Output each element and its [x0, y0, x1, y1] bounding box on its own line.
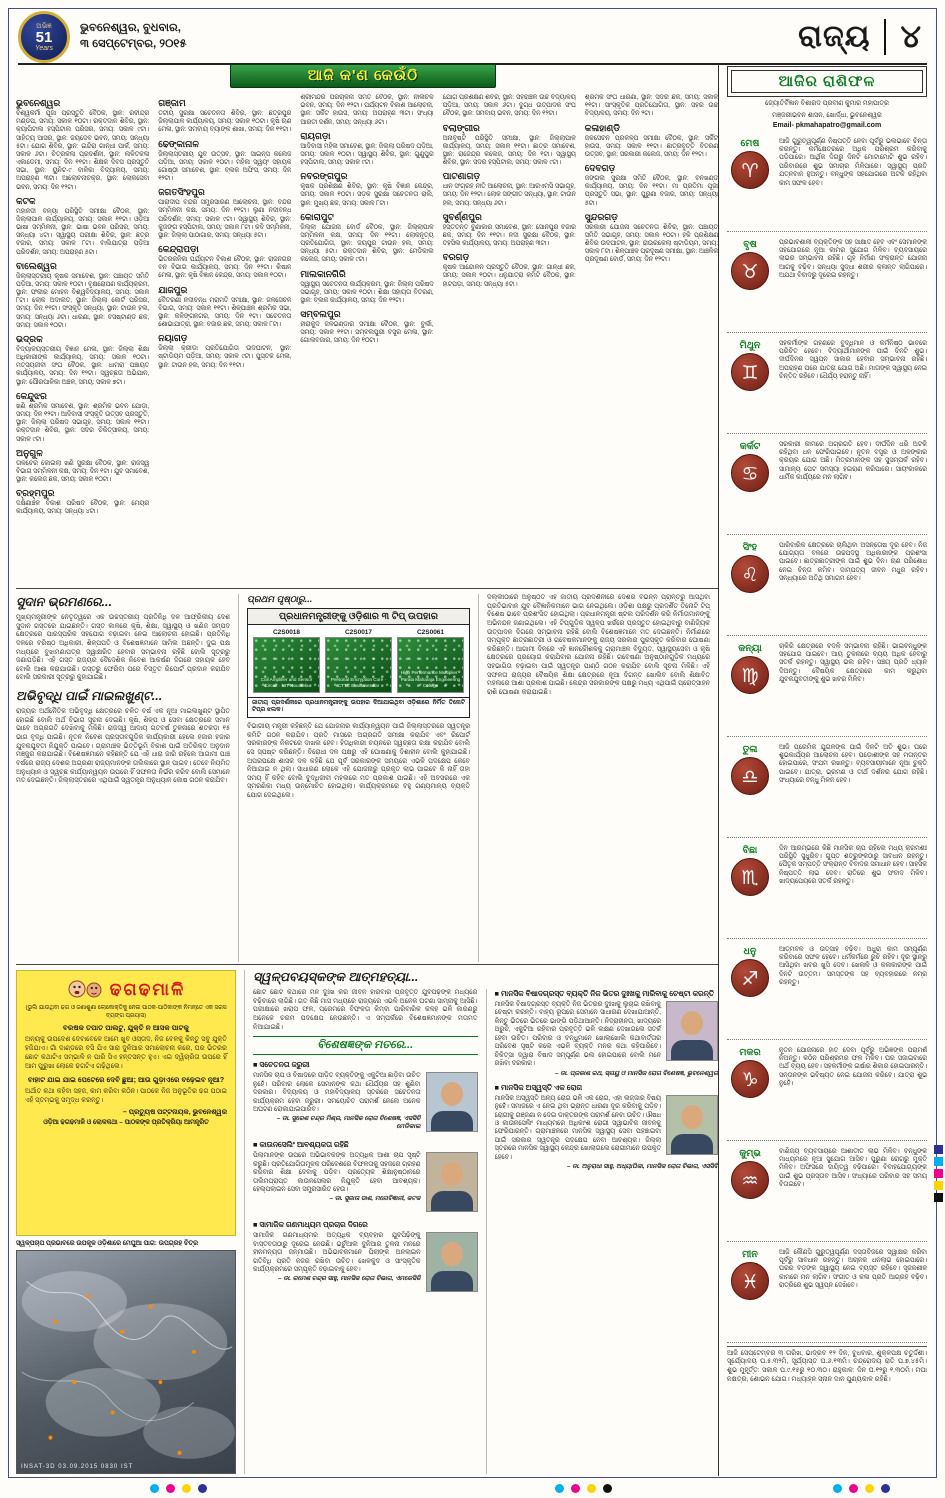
cartoon-title: ଢଗଢମାଳି	[109, 980, 186, 999]
horoscope-sign	[727, 131, 927, 232]
sign-left	[727, 239, 773, 327]
expert-opinion	[495, 1083, 719, 1172]
event-district-title: ବଲାଙ୍ଗୀର	[442, 122, 480, 133]
event-section	[443, 171, 576, 208]
event-section	[585, 212, 718, 265]
event-section	[443, 94, 576, 119]
middle-column-c	[478, 594, 718, 962]
horoscope-sign	[727, 434, 927, 535]
horoscope-sign	[727, 232, 927, 333]
sign-name: ବୃଷ	[743, 238, 757, 250]
horoscope-sign	[727, 1242, 927, 1343]
column-c-body: ଦିଲ୍ଲୀଠାରେ ଅନୁଷ୍ଠିତ ଏହି ଜାତୀୟ ପ୍ରଦର୍ଶନୀରେ ଦେଶର ବିଭିନ୍ନ ପ୍ରାନ୍ତରୁ ଆସିଥିବା ପ୍ରତିଭାବାନ ଯୁବ ବୈଜ୍ଞାନିକମାନେ ଭାଗ ନେଇଥିଲେ। ଓଡ଼ିଶା ପକ୍ଷରୁ ପ୍ରଦର୍ଶିତ ତିନୋଟି ଟିପ୍ ବିଶେଷ ଭାବେ ପ୍ରଶଂସିତ ହୋଇଥିଲା। ପ୍ରଧାନମନ୍ତ୍ରୀ ଷ୍ଟଲ ପରିଦର୍ଶନ କରି ନିର୍ମାତାମାନଙ୍କୁ ଅଭିନନ୍ଦନ ଜଣାଇଥିଲେ। ଏହି ଟିପ୍‌ଗୁଡ଼ିକ ସ୍ୱଳ୍ପ ଖର୍ଚ୍ଚରେ ପ୍ରସ୍ତୁତ ହୋଇଥିବାରୁ ବାଣିଜ୍ୟିକ ଉତ୍ପାଦନ ଦିଗରେ ସମ୍ଭାବନା ରହିଛି ବୋଲି ବିଶେଷଜ୍ଞମାନେ ମତ ଦେଇଛନ୍ତି। ନିର୍ମାଣରେ ସମ୍ପୃକ୍ତ ଛାତ୍ରଛାତ୍ରୀ ଓ ଗବେଷକମାନଙ୍କୁ ରାଜ୍ୟ ସରକାର ପୁରସ୍କୃତ କରିବାର ଘୋଷଣା କରିଛନ୍ତି। ଆଗାମୀ ଦିନରେ ଏହି ଜ୍ଞାନକୌଶଳକୁ ଗ୍ରାମାଞ୍ଚଳ ବିଦ୍ୟୁତ, ସ୍ୱାସ୍ଥ୍ୟସେବା ଓ କୃଷି କ୍ଷେତ୍ରରେ ପ୍ରୟୋଗ କରାଯିବାର ଯୋଜନା ରହିଛି। ଗବେଷଣା ଅନୁଷ୍ଠାନଗୁଡ଼ିକ ମଧ୍ୟରେ ସହଭାଗିତା ବଢ଼ାଇବା ପାଇଁ ସ୍ୱତନ୍ତ୍ର ପାଣ୍ଠି ଗଠନ କରାଯିବ ବୋଲି ସୂଚନା ମିଳିଛି। ଏହି ସଫଳତା ରାଜ୍ୟର ବୈଷୟିକ ଶିକ୍ଷା କ୍ଷେତ୍ରରେ ନୂଆ ଦିଗନ୍ତ ଖୋଲିବ ବୋଲି ଶିକ୍ଷାବିତ ମହଲରେ ଆଶା ପ୍ରକାଶ ପାଇଛି। କେନ୍ଦ୍ର ସରକାରଙ୍କ ପକ୍ଷରୁ ମଧ୍ୟ ଏଥିପାଇଁ ପ୍ରୋତ୍ସାହନ ରାଶି ଘୋଷଣା କରାଯାଇଛି।	[487, 594, 710, 697]
zodiac-icon: ♒	[731, 1161, 769, 1199]
event-section	[16, 488, 149, 516]
events-column	[16, 94, 149, 584]
event-listings: ତଟୀୟ ସୁରକ୍ଷା ସଚେତନତା ଶିବିର, ସ୍ଥାନ: ଛତ୍ରପୁର ଜିଲ୍ଲାପାଳ କାର୍ଯ୍ୟାଳୟ, ସମୟ: ସକାଳ ୧୦ଟା। କୃଷି ଋଣ ମେଳା, ସ୍ଥାନ: ସମବାୟ ବ୍ୟାଙ୍କ ଶାଖା, ସମୟ: ଦିନ ୧୧ଟା।	[158, 110, 292, 134]
horoscope-sign	[727, 333, 927, 434]
cartoon-doodle	[67, 977, 103, 1003]
event-district-title: ଢେଙ୍କାନାଳ	[158, 138, 199, 149]
zodiac-icon: ♓	[731, 1262, 769, 1300]
article-headline-milestone: ଅଭିବୃଦ୍ଧି ପାଇଁ ମାଇଲଖୁଣ୍ଟ...	[16, 689, 163, 704]
expert-body: ମାନସିକ ଅସ୍ୱସ୍ତି ଅନ୍ୟ ରୋଗ ଭଳି ଏକ ରୋଗ, ଏହା ଲଜ୍ଜାର ବିଷୟ ନୁହେଁ। ସମାଜରେ ଏ ନେଇ ଥିବା ଭ୍ରାନ୍ତ ଧାରଣା ଦୂର କରିବାକୁ ପଡ଼ିବ। ରୋଗୀକୁ ଗଞ୍ଜଣା ନ ଦେଇ ଡାକ୍ତରଙ୍କ ପରାମର୍ଶ ନେବା ଉଚିତ। ଔଷଧ ଓ କାଉନସେଲିଂ ମାଧ୍ୟମରେ ଅଧିକାଂଶ ରୋଗୀ ସ୍ୱାଭାବିକ ଜୀବନକୁ ଫେରିପାରନ୍ତି। ଗ୍ରାମାଞ୍ଚଳରେ ମାନସିକ ସ୍ୱାସ୍ଥ୍ୟ ସେବା ପହଞ୍ଚାଇବା ପାଇଁ ସରକାର ସ୍ୱତନ୍ତ୍ର ପଦକ୍ଷେପ ନେବା ଆବଶ୍ୟକ। ଜିଲ୍ଲା ସ୍ତରରେ ମାନସିକ ସ୍ୱାସ୍ଥ୍ୟ କେନ୍ଦ୍ର ଖୋଲାଗଲେ ରୋଗୀମାନେ ଉପକୃତ ହେବେ।	[494, 1094, 661, 1161]
event-listings: ହୀରାକୁଦ ଜଳଭଣ୍ଡାର ସମୀକ୍ଷା ବୈଠକ, ସ୍ଥାନ: ବୁର୍ଲା, ସମୟ: ସକାଳ ୧୧ଟା। ସମ୍ବଲପୁରୀ ବସ୍ତ୍ର ମେଳା, ସ୍ଥାନ: ଗୋଲବଜାର, ସମୟ: ଦିନ ୧୦ଟା।	[300, 321, 434, 345]
cartoon-couplet-1: ବରଷକ ତପାତ ପାଲଟୁ, ଯୁକ୍ତି ନ ଆସକ ପାଟକୁ	[63, 1023, 189, 1033]
event-section	[585, 163, 718, 208]
event-section	[300, 171, 433, 208]
sign-prediction: ଆଜି ଗୁରୁତ୍ୱପୂର୍ଣ୍ଣ ନିଷ୍ପତ୍ତି ନେବା ପୂର୍ବରୁ ଭଲଭାବେ ଚିନ୍ତା କରନ୍ତୁ। କର୍ମକ୍ଷେତ୍ରରେ ଅଧିକ ପରିଶ୍ରମ କରିବାକୁ ପଡ଼ିପାରେ। ଆର୍ଥିକ ଦିଗରୁ ଦିନଟି ମୋଟାମୋଟି ଶୁଭ ରହିବ। ପରିବାରରେ ଶୁଭ ସମାଚାର ମିଳିପାରେ। ସ୍ୱାସ୍ଥ୍ୟ ପ୍ରତି ଯତ୍ନବାନ ହୁଅନ୍ତୁ। ବନ୍ଧୁଙ୍କ ସହଯୋଗରେ ଅଟକି ରହିଥିବା କାମ ସଫଳ ହେବ।	[779, 137, 927, 187]
tip-code: C2S0018	[272, 629, 301, 636]
event-listings: ଭିତରକନିକା ପର୍ଯ୍ୟଟନ ବିକାଶ ବୈଠକ, ସ୍ଥାନ: ରାଜନଗର ବନ ବିଭାଗ କାର୍ଯ୍ୟାଳୟ, ସମୟ: ଦିନ ୧୨ଟା। କିଷାନ ମେଳା, ସ୍ଥାନ: କୃଷି ବିଜ୍ଞାନ କେନ୍ଦ୍ର, ସମୟ: ସକାଳ ୧୦ଟା।	[158, 256, 292, 280]
page-number: ୪	[900, 18, 921, 54]
experts-band: ବିଶେଷଜ୍ଞଙ୍କ ମତରେ...	[253, 1036, 478, 1055]
cmyk-strip	[934, 1145, 943, 1202]
sign-prediction: ବାଣିଜ୍ୟ ବ୍ୟବସାୟରେ ଆଶାତୀତ ଲାଭ ମିଳିବ। ବନ୍ଧୁଙ୍କ ମାଧ୍ୟମରେ ନୂଆ ସୁଯୋଗ ଆସିବ। ପୁରୁଣା ରୋଗରୁ ମୁକ୍ତି ମିଳିବ। ଅଫିସରେ ଦାୟିତ୍ୱ ବଢ଼ିପାରେ। ବିବାହଯୋଗ୍ୟଙ୍କ ପାଇଁ ଶୁଭ ପ୍ରସ୍ତାବ ଆସିବ। ସଂଧ୍ୟାରେ ପରିବାର ସହ ସମୟ ବିତାଇବେ।	[779, 1147, 927, 1189]
chip-photo: Coil Amplifier and Sensor Circuit · NIT Rourkela	[253, 637, 320, 693]
event-section	[16, 334, 149, 387]
event-section	[300, 309, 433, 346]
zodiac-icon: ♐	[731, 959, 769, 997]
expert-photo	[426, 1072, 478, 1132]
expert-body: ମାନସିକ ବିଷାଦଗ୍ରସ୍ତ ବ୍ୟକ୍ତି ନିଜ ଭିତରର ଦୁଃଖକୁ ଲୁଚାଇ ରଖିବାକୁ ଚେଷ୍ଟା କରନ୍ତି। ବାହ୍ୟ ରୂପରେ ସେମାନେ ସାଧାରଣ ଦେଖାଯାଆନ୍ତି, କିନ୍ତୁ ଭିତରେ ଭିତରେ ଭାଙ୍ଗି ପଡ଼ିଥାଆନ୍ତି। ନିଦ୍ରାହୀନତା, ଖାଦ୍ୟରେ ଅରୁଚି, ଏକୁଟିଆ ରହିବାର ପ୍ରବୃତ୍ତି ଭଳି ଲକ୍ଷଣ ଦେଖାଗଲେ ସତର୍କ ହେବା ଉଚିତ। ପରିବାର ଓ ବନ୍ଧୁମାନେ ଖୋଲାଖୋଲି କଥାବାର୍ତ୍ତାର ପରିବେଶ ସୃଷ୍ଟି କଲେ ଏଭଳି ବ୍ୟକ୍ତି ମନର କଥା କହିପାରିବେ। ଚିକିତ୍ସା ଦ୍ୱାରା ବିଷାଦ ସମ୍ପୂର୍ଣ୍ଣ ଭଲ ହୋଇପାରେ ବୋଲି ମନେ ରଖିବା ଦରକାର।	[494, 1001, 661, 1068]
sign-left	[727, 138, 773, 226]
events-column	[443, 94, 576, 584]
registration-dots-center	[555, 1484, 612, 1493]
events-column	[158, 94, 291, 584]
expert-credit: – ଡା. ସୁଜାତା ଦାଶ, ମନୋବିଜ୍ଞାନୀ, କଟକ	[329, 1195, 421, 1203]
sign-left	[727, 946, 773, 1034]
expert-body: ପିଲାମାନଙ୍କ ଉପରେ ଅଭିଭାବକଙ୍କ ଅତ୍ୟଧିକ ଆଶା ଚାପ ସୃଷ୍ଟି କରୁଛି। ପ୍ରତିଯୋଗିତାମୂଳକ ପରିବେଶରେ ବିଫଳତାକୁ ସହଜରେ ଗ୍ରହଣ କରିବାର ଶିକ୍ଷା ଦେବାକୁ ପଡ଼ିବ। ପ୍ରତ୍ୟେକ ଶିକ୍ଷାନୁଷ୍ଠାନରେ ତାଲିମପ୍ରାପ୍ତ କାଉନସେଲର ନିଯୁକ୍ତି ହେବା ଆବଶ୍ୟକ। ହେଲ୍ପଲାଇନ ସେବା ସମ୍ପ୍ରସାରିତ ହେଉ।	[253, 1152, 421, 1194]
sign-left	[727, 1249, 773, 1337]
event-section	[158, 139, 291, 184]
tip-card	[397, 629, 464, 693]
event-district-title: ରାୟଗଡ଼ା	[300, 130, 331, 141]
event-listings: ବୈତରଣୀ ନଦୀବନ୍ଧ ମରାମତି ସମୀକ୍ଷା, ସ୍ଥାନ: ଜଳସେଚନ ବିଭାଗ, ସମୟ: ସକାଳ ୧୧ଟା। ଶିଳ୍ପାଞ୍ଚଳ ଶ୍ରମିକ ସଭା, ସ୍ଥାନ: କଳିଙ୍ଗନଗର, ସମୟ: ଦିନ ୧ଟା। ସଚେତନତା ଶୋଭାଯାତ୍ରା, ସ୍ଥାନ: ବଜାର ଛକ, ସମୟ: ସକାଳ ୮ଟା।	[158, 296, 292, 329]
sign-name: କନ୍ୟା	[738, 642, 762, 654]
event-listings: ଜଳସେଚନ ପ୍ରକଳ୍ପ ସମୀକ୍ଷା ବୈଠକ, ସ୍ଥାନ: ସର୍କିଟ ହାଉସ, ସମୟ: ସକାଳ ୧୧ଟା। ଛାତ୍ରବୃତ୍ତି ବିତରଣ ଉତ୍ସବ, ସ୍ଥାନ: ସରକାରୀ କଲେଜ, ସମୟ: ଦିନ ୧୨ଟା।	[584, 134, 718, 158]
event-listings: ମହାନଦୀ ବନ୍ୟା ପରିସ୍ଥିତି ସମୀକ୍ଷା ବୈଠକ, ସ୍ଥାନ: ଜିଲ୍ଲାପାଳ କାର୍ଯ୍ୟାଳୟ, ସମୟ: ସକାଳ ୧୧ଟା। ଓଡ଼ିଆ ଭାଷା ସମ୍ମିଳନୀ, ସ୍ଥାନ: ଭାଷା ଭବନ ପରିସର, ସମୟ: ସନ୍ଧ୍ୟା ୪ଟା। ସ୍ୱାସ୍ଥ୍ୟ ପରୀକ୍ଷା ଶିବିର, ସ୍ଥାନ: ଛତ୍ର ବଜାର, ସମୟ: ସକାଳ ୮ଟା। ବାଲିଯାତ୍ରା ପଡ଼ିଆ ପରିଦର୍ଶନ, ସମୟ: ଅପରାହ୍ଣ ୫ଟା।	[16, 207, 150, 256]
event-district-title: ନବରଙ୍ଗପୁର	[300, 171, 348, 182]
event-section	[16, 98, 149, 192]
event-district-title: କଟକ	[16, 195, 36, 206]
event-section	[443, 212, 576, 249]
bottom-right-column	[244, 970, 718, 1474]
middle-band	[16, 588, 718, 962]
event-section	[585, 94, 718, 119]
horoscope-sign	[727, 1141, 927, 1242]
sign-prediction: ଦିନ ଆରମ୍ଭରେ କିଛି ମାନସିକ ଚାପ ରହିଲେ ମଧ୍ୟ କ୍ରମଶଃ ପରିସ୍ଥିତି ସୁଧୁରିବ। ଗୁପ୍ତ ଶତ୍ରୁଙ୍କଠାରୁ ସାବଧାନ ରହନ୍ତୁ। ପୈତୃକ ସମ୍ପତ୍ତି ସଂକ୍ରାନ୍ତ ବିବାଦର ସମାଧାନ ହେବ। ସାହସିକ ନିଷ୍ପତ୍ତି ଲାଭ ଦେବ। ରାତିରେ ଶୁଭ ସଂବାଦ ମିଳିବ। ଖାଦ୍ୟପେୟରେ ସତର୍କ ରହନ୍ତୁ।	[779, 844, 927, 886]
event-listings: ଖଣି ଶ୍ରମିକ ସମାବେଶ, ସ୍ଥାନ: ଶ୍ରମିକ ଭବନ ଯୋଡ଼ା, ସମୟ: ଦିନ ୧୨ଟା। ଆଦିବାସୀ ସଂସ୍କୃତି ଉତ୍ସବ ପ୍ରସ୍ତୁତି, ସ୍ଥାନ: ଜିଲ୍ଲା ପରିଷଦ ସଭାଗୃହ, ସମୟ: ସକାଳ ୧୧ଟା। ରକ୍ତଦାନ ଶିବିର, ସ୍ଥାନ: ସଦର ଚିକିତ୍ସାଳୟ, ସମୟ: ସକାଳ ୯ଟା।	[16, 402, 150, 443]
event-district-title: ଗଞ୍ଜାମ	[158, 98, 186, 108]
event-listings: ଜିଲ୍ଲାସ୍ତରୀୟ କୃଷକ ସମାବେଶ, ସ୍ଥାନ: ପଞ୍ଚାୟତ ସମିତି ପଡ଼ିଆ, ସମୟ: ସକାଳ ୧୦ଟା। ବୃକ୍ଷରୋପଣ କାର୍ଯ୍ୟକ୍ରମ, ସ୍ଥାନ: ଫକୀର ମୋହନ ବିଶ୍ୱବିଦ୍ୟାଳୟ, ସମୟ: ସକାଳ ୮ଟା। ଲୋକ ଅଦାଲତ, ସ୍ଥାନ: ଜିଲ୍ଲା କୋର୍ଟ ପରିସର, ସମୟ: ଦିନ ୧୧ଟା। ସଂସ୍କୃତି ସନ୍ଧ୍ୟା, ସ୍ଥାନ: ଟାଉନ ହଲ, ସମୟ: ସନ୍ଧ୍ୟା ୬ଟା। ଧାରଣା, ସ୍ଥାନ: ବସଷ୍ଟାଣ୍ଡ ଛକ, ସମୟ: ସକାଳ ୧୦ଟା।	[16, 272, 150, 329]
zodiac-icon: ♊	[731, 353, 769, 391]
horoscope-email: Email- pkmahapatro@gmail.com	[772, 121, 882, 129]
horoscope-byline-2: ମଞ୍ଜରୀଭବନ ଶାସନ, ଖୋର୍ଦ୍ଧା, ଭୁବନେଶ୍ୱର	[772, 111, 882, 119]
cartoon-credit: – ପ୍ରତ୍ୟୁଷ ପଟ୍ଟନାୟକ, ଭୁବନେଶ୍ୱର	[122, 1108, 227, 1116]
event-district-title: ଯାଜପୁର	[158, 284, 188, 295]
pm-tips-box	[247, 608, 470, 718]
event-section	[443, 123, 576, 168]
chip-photo: Personal Encryption Core · CTTC Bhubaneswar	[325, 637, 392, 693]
sign-left	[727, 542, 773, 630]
masthead-divider	[884, 19, 886, 55]
event-district-title: ବ୍ରହ୍ମପୁର	[16, 488, 55, 499]
horoscope-sidebar	[718, 64, 933, 1476]
event-district-title: କଳାହାଣ୍ଡି	[584, 122, 620, 133]
cartoon-footnote: ଓଡ଼ିଆ ଢଗଢମାଳି ଓ ଲୋକକଥା – ପାଠକଙ୍କ ପ୍ରତିକ୍ରିୟା ଆମନ୍ତ୍ରିତ	[43, 1118, 209, 1126]
expert-photo	[426, 1152, 478, 1212]
dateline	[80, 21, 187, 52]
events-column	[585, 94, 718, 584]
sign-left	[727, 340, 773, 428]
logo-bottom-text: Years	[35, 44, 53, 52]
event-listings: ଜିଲ୍ଲାସ୍ତରୀୟ ଯୁବ ଉତ୍ସବ, ସ୍ଥାନ: ସାଇନ୍ସ କଲେଜ ପଡ଼ିଆ, ସମୟ: ସକାଳ ୧୦ଟା। ମହିଳା ସ୍ୱୟଂ ସହାୟକ ଗୋଷ୍ଠୀ ସମାବେଶ, ସ୍ଥାନ: ବ୍ଲକ ଅଫିସ, ସମୟ: ଦିନ ୧୨ଟା।	[158, 150, 292, 183]
tip-card	[253, 629, 320, 693]
event-district-title: ନୟାଗଡ଼	[158, 333, 188, 344]
section-title: ରାଜ୍ୟ	[798, 20, 871, 53]
event-district-title: ସୁବର୍ଣ୍ଣପୁର	[442, 211, 482, 222]
cartoon-body-1: ଅନ୍ୟକୁ ଉପଦେଶ ଦେବାବେଳେ ଆମେ ଖୁବ ଓସ୍ତାଦ, ନିଜ ବେଳକୁ କିନ୍ତୁ ସବୁ ଯୁକ୍ତି ହଜିଯାଏ। ଗାଁ ଦାଣ୍ଡରେ ବସି ଯିଏ ସାରା ଦୁନିଆର ସମାଲୋଚନା କରେ, ଘର ଭିତରର ଛୋଟ କଥାଟିଏ ସମ୍ଭାଳି ନ ପାରି ସିଏ ହନ୍ତସନ୍ତ ହୁଏ। ଏଇ ଦ୍ୱିଚାରିତା ଉପରେ ହିଁ ଆମ ପୁରୁଖା ଲୋକେ ଢଗଟିଏ ଗଢ଼ିଥିଲେ।	[25, 1036, 227, 1070]
article-headline-sudan: ସୁଦାନ ଭ୍ରମଣରେ...	[16, 595, 112, 609]
suicide-article-headline: ସ୍ୱଳ୍ପବୟସ୍କଙ୍କ ଆତ୍ମହତ୍ୟା...	[253, 970, 419, 984]
masthead	[18, 11, 927, 65]
bottom-band	[16, 964, 718, 1474]
tip-card	[325, 629, 392, 693]
horoscope-sign	[727, 737, 927, 838]
tip-code: C2S0061	[416, 629, 445, 636]
expert-body: ମାନସିକ ଚାପ ଓ ବିଷାଦରେ ପୀଡ଼ିତ ବ୍ୟକ୍ତିଙ୍କୁ ଏକୁଟିଆ ଛାଡ଼ିବା ଉଚିତ ନୁହେଁ। ପରିବାର ଲୋକେ ସେମାନଙ୍କ କଥା ଧୈର୍ଯ୍ୟର ସହ ଶୁଣିବା ଦରକାର। ବିଦ୍ୟାଳୟ ଓ ମହାବିଦ୍ୟାଳୟ ସ୍ତରରେ ସଚେତନତା କାର୍ଯ୍ୟକ୍ରମ ହେବା ଜରୁରୀ। ସମୟୋଚିତ ପରାମର୍ଶ ନେଲେ ଅନେକ ଅଘଟଣ ରୋକାଯାଇପାରିବ।	[253, 1072, 421, 1114]
event-listings: ବିଦ୍ୟାଳୟସ୍ତରୀୟ ବିଜ୍ଞାନ ମେଳା, ସ୍ଥାନ: ଜିଲ୍ଲା ଶିକ୍ଷା ଅଧିକାରୀଙ୍କ କାର୍ଯ୍ୟାଳୟ, ସମୟ: ସକାଳ ୧୦ଟା। ମତ୍ସ୍ୟଜୀବୀ ସଂଘ ବୈଠକ, ସ୍ଥାନ: ଧାମରା ପଞ୍ଚାୟତ କାର୍ଯ୍ୟାଳୟ, ସମୟ: ଦିନ ୧୨ଟା। ସ୍ୱଚ୍ଛତା ଅଭିଯାନ, ସ୍ଥାନ: ପୌରପାଳିକା ଅଞ୍ଚଳ, ସମୟ: ସକାଳ ୭ଟା।	[16, 345, 150, 386]
event-section	[16, 448, 149, 485]
sign-prediction: ପାରିବାରିକ କ୍ଷେତ୍ରରେ ଚାଲିଥିବା ଅସନ୍ତୋଷ ଦୂର ହେବ। ନିଜ ଯୋଗ୍ୟତା ବଳରେ ଉଚ୍ଚପଦସ୍ଥ ଅଧିକାରୀଙ୍କ ପ୍ରଶଂସା ପାଇବେ। ଛାତ୍ରଛାତ୍ରୀଙ୍କ ପାଇଁ ଶୁଭ ଦିନ। ଋଣ ପରିଶୋଧ ନେଇ ଚିନ୍ତା କମିବ। ଦାମ୍ପତ୍ୟ ଜୀବନ ମଧୁର ରହିବ। ସନ୍ଧ୍ୟାରେ ଅତିଥି ସମାଗମ ହେବ।	[779, 541, 927, 583]
event-section	[585, 123, 718, 160]
continued-body: ବିଭାଗୀୟ ମନ୍ତ୍ରୀ କହିଛନ୍ତି ଯେ ଯୋଜନାର କାର୍ଯ୍ୟାନ୍ୱୟନ ପାଇଁ ଜିଲ୍ଲାସ୍ତରରେ ସ୍ୱତନ୍ତ୍ର କମିଟି ଗଠନ କରାଯିବ। ପ୍ରତି ମାସରେ ଅଗ୍ରଗତି ସମୀକ୍ଷା କରାଯିବ ଏବଂ ରିପୋର୍ଟ ସରକାରଙ୍କ ନିକଟରେ ଦାଖଲ ହେବ। ହିତାଧିକାରୀ ଚୟନରେ ସ୍ୱଚ୍ଛତା ରକ୍ଷା କରାଯିବ ବୋଲି ସେ ସ୍ପଷ୍ଟ କରିଛନ୍ତି। ବିରୋଧୀ ଦଳ ପକ୍ଷରୁ ଏହି ଘୋଷଣାକୁ ଦିଶାହୀନ ବୋଲି କୁହାଯାଇଛି। ଅପରପକ୍ଷେ ଶାସକ ଦଳ କହିଛି ଯେ ପୂର୍ବ ସରକାରଙ୍କ ସମୟରେ ଏଭଳି ପଦକ୍ଷେପ କେବେ ନିଆଯାଇ ନ ଥିଲା। ସାଧାରଣ ଲୋକେ ଏହି ଯୋଜନାରୁ ପ୍ରକୃତ ଲାଭ ପାଇବେ କି ନାହିଁ ତାହା ସମୟ ହିଁ କହିବ ବୋଲି ବୁଦ୍ଧିଜୀବୀ ମହଲରେ ମତ ପ୍ରକାଶ ପାଇଛି। ଏହି ଅବସରରେ ଏକ ସ୍ମରଣିକା ମଧ୍ୟ ଉନ୍ମୋଚିତ ହୋଇଥିଲା। କାର୍ଯ୍ୟକ୍ରମରେ ବହୁ ଗଣ୍ୟମାନ୍ୟ ବ୍ୟକ୍ତି ଯୋଗ ଦେଇଥିଲେ।	[247, 723, 470, 800]
expert-credit: – ଡା. ପ୍ରକାଶ ରଥ, ସ୍ନାୟୁ ଓ ମାନସିକ ରୋଗ ବିଶେଷଜ୍ଞ, ଭୁବନେଶ୍ୱର	[554, 1069, 718, 1077]
expert-opinion	[495, 989, 719, 1078]
registration-dots-left	[150, 1484, 207, 1493]
events-columns	[16, 94, 718, 584]
sign-prediction: ଚାକିରି କ୍ଷେତ୍ରରେ ବଦଳି ସମ୍ଭାବନା ରହିଛି। ଭାଇବନ୍ଧୁଙ୍କ ସହଯୋଗ ପାଇବେ। ଆୟ ତୁଳନାରେ ବ୍ୟୟ ଅଧିକ ହେବାରୁ ସତର୍କ ରହନ୍ତୁ। ସ୍ୱାସ୍ଥ୍ୟ ଭଲ ରହିବ। ସଞ୍ଚୟ ପ୍ରତି ଧ୍ୟାନ ଦିଅନ୍ତୁ। ବୈଷୟିକ କ୍ଷେତ୍ରରେ କାମ କରୁଥିବା ଯୁବକଯୁବତୀଙ୍କୁ ଶୁଭ ଖବର ମିଳିବ।	[779, 642, 927, 684]
event-listings: ସ୍ୱାସ୍ଥ୍ୟ ସଚେତନତା କାର୍ଯ୍ୟକ୍ରମ, ସ୍ଥାନ: ଜିଲ୍ଲା ପରିଷଦ ସଭାଗୃହ, ସମୟ: ସକାଳ ୧୦ଟା। ଶିକ୍ଷା ସହାୟତା ବିତରଣ, ସ୍ଥାନ: ବ୍ଲକ କାର୍ଯ୍ୟାଳୟ, ସମୟ: ଦିନ ୧୨ଟା।	[300, 280, 434, 304]
expert-body: ସାମାଜିକ ଗଣମାଧ୍ୟମର ଅତ୍ୟଧିକ ବ୍ୟବହାର ଯୁବପିଢ଼ିଙ୍କୁ ବାସ୍ତବତାଠାରୁ ଦୂରେଇ ନେଉଛି। ଭର୍ଚୁଆଲ ଦୁନିଆର ତୁଳନା ମନରେ ହୀନମନ୍ୟତା ଜନ୍ମାଉଛି। ଅଭିଭାବକମାନେ ପିଲାଙ୍କ ଅନଲାଇନ ଗତିବିଧି ପ୍ରତି ନଜର ରଖିବା ଉଚିତ। ଖେଳକୁଦ ଓ ସାଂସ୍କୃତିକ କାର୍ଯ୍ୟକ୍ରମରେ ସମ୍ପୃକ୍ତି ବଢ଼ାଇବାକୁ ହେବ।	[253, 1232, 421, 1274]
horoscope-title-box	[727, 66, 927, 97]
logo-top-text: ଅଭିଜ୍ଞ	[36, 22, 52, 30]
event-section	[443, 252, 576, 289]
events-banner: ଆଜି କ'ଣ କେଉଁଠି	[230, 64, 496, 88]
sign-left	[727, 1047, 773, 1135]
panchang-text: ଆଜି ସେପ୍ଟେମ୍ବର ୩ ତାରିଖ, ଭାଦ୍ରବ ୧୨ ଦିନ, ବୁଧବାର, ଶୁକ୍ଳପକ୍ଷ ଚତୁର୍ଦ୍ଦଶୀ। ସୂର୍ଯ୍ୟୋଦୟ ଘ.୫.୩୨ମି, ସୂର୍ଯ୍ୟାସ୍ତ ଘ.୬.୧୩ମି। ଚନ୍ଦ୍ରୋଦୟ ରାତି ଘ.୭.୪୫ମି। ଶୁଭ ମୁହୂର୍ତ୍ତ: ସକାଳ ଘ.୯.୧୫ରୁ ୧୦.୩୦। ରାହୁକାଳ: ଦିନ ଘ.୧୨ରୁ ୧.୩୦ମି। ମଘା ନକ୍ଷତ୍ର, ଶୋଭନ ଯୋଗ। ମଧ୍ୟାହ୍ନ ସ୍ନାନ ଦାନ ପୁଣ୍ୟକାଳ ରହିଛି।	[727, 1346, 927, 1476]
event-district-title: ବରଗଡ଼	[442, 252, 470, 263]
event-district-title: କେନ୍ଦୁଝର	[16, 390, 47, 401]
expert-heading: ■ କାଉନସେଲିଂ ଆବଶ୍ୟକତା ରହିଛି	[253, 1140, 349, 1150]
sign-prediction: ସରକାରୀ କାମରେ ଅଗ୍ରଗତି ହେବ। ଦୀର୍ଘଦିନ ଧରି ଅଟକି ରହିଥିବା ଧନ ଫେରିପାଇବେ। ନୂତନ ବସ୍ତ୍ର ଓ ଅଳଙ୍କାର କ୍ରୟର ଯୋଗ ଅଛି। ମିତ୍ରମାନଙ୍କ ସହ ସୁସମ୍ପର୍କ ରହିବ। ସାମାନ୍ୟ ପେଟ ସମସ୍ୟା ହଇରାଣ କରିପାରେ। ସାୟଂକାଳରେ ଧାର୍ମିକ କାର୍ଯ୍ୟରେ ମନ ଲାଗିବ।	[779, 440, 927, 482]
sign-prediction: ପ୍ରଭାବଶାଳୀ ବ୍ୟକ୍ତିଙ୍କ ସହ ସାକ୍ଷାତ ହେବ ଏବଂ ସେମାନଙ୍କ ସହଯୋଗରେ ନୂଆ କାମର ସୁଯୋଗ ମିଳିବ। ବ୍ୟବସାୟରେ ଲାଭର ସମ୍ଭାବନା ରହିଛି। ଗୃହ ନିର୍ମାଣ ସଂକ୍ରାନ୍ତ ଯୋଜନା ଆଗକୁ ବଢ଼ିବ। ସନ୍ଧ୍ୟା ସୁଦ୍ଧା ଶରୀର କ୍ଳାନ୍ତ ଲାଗିପାରେ। ଅଯଥା ବିବାଦରୁ ଦୂରେଇ ରହନ୍ତୁ।	[779, 238, 927, 280]
sign-prediction: ଆତ୍ମବଳ ଓ ଉତ୍ସାହ ବଢ଼ିବ। ଅଧୁରା କାମ ସମ୍ପୂର୍ଣ୍ଣ କରିବାରେ ସଫଳ ହେବେ। ଧର୍ମକର୍ମରେ ରୁଚି ରହିବ। ଦୂର ସ୍ଥାନରୁ ଆସିଥିବା ଖବର ଖୁସି ଦେବ। ଖେଳାଳି ଓ କଳାକାରଙ୍କ ପାଇଁ ଦିନଟି ଉତ୍ତମ। ସମସ୍ତଙ୍କ ସହ ବ୍ୟବହାରରେ ନମ୍ର ରହନ୍ତୁ।	[779, 945, 927, 987]
cartoon-body-2: ଅର୍ଥାତ କଥା କହିବା ସହଜ, କାମ କରିବା କଠିନ। ପାଠକେ ନିଜ ଅନୁଭୂତିର ଢଗ ପଠାଇ ଏହି ସ୍ତମ୍ଭକୁ ସମୃଦ୍ଧ କରନ୍ତୁ।	[25, 1087, 227, 1104]
expert-heading: ■ ମାନସିକ ବିଷାଦଗ୍ରସ୍ତ ବ୍ୟକ୍ତି ନିଜ ଭିତର ଦୁଃଖକୁ ମାରିବାକୁ ଚେଷ୍ଟା କରନ୍ତି	[494, 989, 715, 998]
expert-photo	[426, 1232, 478, 1292]
event-section	[16, 196, 149, 257]
cartoon-couplet-2: ବାହାଟ ଯାଇ ଯାଇ ପେଟେରେ ଦେବି ଛୁଆ; ଆଉ ଗୁଡ଼ାଏରେ ବଢ଼େଇବ ନୂଆ?	[27, 1074, 225, 1084]
expert-heading: ■ ସଚେତନତା ଜରୁରୀ	[253, 1060, 310, 1070]
event-listings: ଆଦିବାସୀ ମହିଳା ସମାବେଶ, ସ୍ଥାନ: ଜିଲ୍ଲା ପରିଷଦ ପଡ଼ିଆ, ସମୟ: ସକାଳ ୧୦ଟା। ସ୍ୱାସ୍ଥ୍ୟ ଶିବିର, ସ୍ଥାନ: ଗୁଣୁପୁର ହସ୍ପିଟାଲ, ସମୟ: ସକାଳ ୯ଟା।	[300, 142, 434, 167]
zodiac-icon: ♈	[731, 151, 769, 189]
article-body-sudan: ମୁଖ୍ୟମନ୍ତ୍ରୀଙ୍କ ନେତୃତ୍ୱରେ ଏକ ଉଚ୍ଚସ୍ତରୀୟ ପ୍ରତିନିଧି ଦଳ ଆଫ୍ରିକୀୟ ଦେଶ ସୁଦାନ ଗସ୍ତରେ ଯାଇଛନ୍ତି। ଗସ୍ତ କାଳରେ କୃଷି, ଶିକ୍ଷା, ସ୍ୱାସ୍ଥ୍ୟ ଓ ଖଣିଜ ସମ୍ପଦ କ୍ଷେତ୍ରରେ ପାରସ୍ପରିକ ସହଯୋଗ ବଢ଼ାଇବା ନେଇ ଆଲୋଚନା ହୋଇଛି। ପ୍ରତିନିଧି ଦଳରେ ବରିଷ୍ଠ ଅଧିକାରୀ, ଶିଳ୍ପପତି ଓ ବିଶେଷଜ୍ଞମାନେ ସାମିଲ ଅଛନ୍ତି। ଦୁଇ ପକ୍ଷ ମଧ୍ୟରେ ବୁଝାମଣାପତ୍ର ସ୍ୱାକ୍ଷରିତ ହେବାର ସମ୍ଭାବନା ରହିଛି ବୋଲି ସୂତ୍ରରୁ ଜଣାପଡ଼ିଛି। ଏହି ଗସ୍ତ ରାଜ୍ୟର ବୈଦେଶିକ ନିବେଶ ଆକର୍ଷଣ ଦିଗରେ ସହାୟକ ହେବ ବୋଲି ଆଶା କରାଯାଉଛି। ଗସ୍ତରୁ ଫେରିବା ପରେ ବିସ୍ତୃତ ରିପୋର୍ଟ ପ୍ରଦାନ କରାଯିବ ବୋଲି ସରକାରୀ ସୂତ୍ରରୁ କୁହାଯାଇଛି।	[16, 614, 230, 682]
event-section	[16, 261, 149, 330]
tips-caption: ଜାତୀୟ ପ୍ରଦର୍ଶନୀରେ ପ୍ରଧାନମନ୍ତ୍ରୀଙ୍କୁ ଉପହାର ଦିଆଯାଇଥିବା ଓଡ଼ିଶାରେ ନିର୍ମିତ ତିନୋଟି ଟିପ୍‌ର ଝଲକ।	[248, 697, 469, 717]
expert-credit: – ଡା. ରମେଶ ଚନ୍ଦ୍ର ସାହୁ, ମାନସିକ ରୋଗ ବିଭାଗ, ଏମକେସିଜି	[277, 1275, 421, 1283]
sign-name: ତୁଳା	[742, 743, 758, 755]
horoscope-sign	[727, 939, 927, 1040]
event-district-title: ସମ୍ବଲପୁର	[300, 309, 341, 320]
cartoon-box	[16, 970, 236, 1236]
bottom-left-column	[16, 970, 244, 1474]
tips-cards	[248, 625, 469, 697]
event-listings: ଧାନ ସଂଗ୍ରହ ନୀତି ଆଲୋଚନା, ସ୍ଥାନ: ଆରଏମସି ସଭାଗୃହ, ସମୟ: ଦିନ ୧୨ଟା। ଲୋକ ସଙ୍ଗୀତ ସନ୍ଧ୍ୟା, ସ୍ଥାନ: ଟାଉନ ହଲ, ସମୟ: ସନ୍ଧ୍ୟା ୬ଟା।	[442, 183, 576, 207]
event-section	[158, 285, 291, 330]
expert-credit: – ଡା. ଅନୁରାଧା ସାହୁ, ଅଧ୍ୟାପିକା, ମାନସିକ ରୋଗ ବିଭାଗ, ଏସସିବି	[566, 1163, 718, 1171]
event-section	[300, 269, 433, 306]
zodiac-icon: ♌	[731, 555, 769, 593]
event-listings: କୃଷକ ଆନ୍ଦୋଳନ ପ୍ରସ୍ତୁତି ବୈଠକ, ସ୍ଥାନ: ଗାନ୍ଧୀ ଛକ, ସମୟ: ସକାଳ ୧୦ଟା। ଧନୁଯାତ୍ରା କମିଟି ବୈଠକ, ସ୍ଥାନ: ହାଟପଡ଼ା, ସମୟ: ସନ୍ଧ୍ୟା ୫ଟା।	[442, 264, 576, 288]
satellite-weather-map	[16, 1250, 236, 1474]
horoscope-title: ଆଜିର ରାଶିଫଳ	[731, 70, 923, 93]
middle-column-a	[16, 594, 238, 962]
sign-left	[727, 643, 773, 731]
sign-name: ମୀନ	[742, 1248, 758, 1260]
expert-opinion	[253, 1220, 478, 1295]
horoscope-sign	[727, 636, 927, 737]
event-section	[16, 391, 149, 444]
event-listings: ଜିଲ୍ଲା ଯୋଜନା ବୋର୍ଡ ବୈଠକ, ସ୍ଥାନ: ଜିଲ୍ଲାପାଳ ସମ୍ମିଳନୀ କକ୍ଷ, ସମୟ: ଦିନ ୧୧ଟା। ଲୋକନୃତ୍ୟ ପ୍ରତିଯୋଗିତା, ସ୍ଥାନ: ଜୟପୁର ଟାଉନ ହଲ, ସମୟ: ସନ୍ଧ୍ୟା ୫ଟା। ରକ୍ତଦାନ ଶିବିର, ସ୍ଥାନ: ମେଡିକାଲ କଲେଜ, ସମୟ: ସକାଳ ୯ଟା।	[300, 223, 434, 264]
event-listings: କୃଷକ ପ୍ରଶିକ୍ଷଣ ଶିବିର, ସ୍ଥାନ: କୃଷି ବିଜ୍ଞାନ କେନ୍ଦ୍ର, ସମୟ: ସକାଳ ୧୦ଟା। ସଡ଼କ ସୁରକ୍ଷା ସଚେତନତା ରାଲି, ସ୍ଥାନ: ମୁଖ୍ୟ ଛକ, ସମୟ: ସକାଳ ୮ଟା।	[300, 183, 434, 207]
event-section	[158, 98, 291, 135]
event-district-title: କୋରାପୁଟ	[300, 211, 334, 222]
expert-credit: – ଡା. ସୁରେଶ ଚନ୍ଦ୍ର ମିଶ୍ର, ମାନସିକ ରୋଗ ବିଶେଷଜ୍ଞ, ଏସସିବି ମେଡିକାଲ	[276, 1115, 421, 1131]
sign-name: ମେଷ	[740, 137, 760, 149]
event-listings: ହସ୍ତତନ୍ତ ବୁଣାକାର ସମାବେଶ, ସ୍ଥାନ: ସୋନପୁର ବଜାର ଛକ, ସମୟ: ଦିନ ୧୧ଟା। ନଦୀ ସୁରକ୍ଷା ବୈଠକ, ସ୍ଥାନ: ତହସିଲ କାର୍ଯ୍ୟାଳୟ, ସମୟ: ଅପରାହ୍ଣ ୩ଟା।	[442, 223, 576, 248]
sign-name: ବିଛା	[742, 844, 758, 856]
zodiac-icon: ♑	[731, 1060, 769, 1098]
event-district-title: ପାଟଣାଗଡ଼	[442, 171, 481, 182]
events-column	[300, 94, 433, 584]
event-listings: ତାଳଚେର କୋଇଲା ଖଣି ସୁରକ୍ଷା ବୈଠକ, ସ୍ଥାନ: ରାଜସ୍ୱ ବିଭାଗ ସମ୍ମିଳନୀ କକ୍ଷ, ସମୟ: ଦିନ ୧ଟା। ଯୁବ ସମାବେଶ, ସ୍ଥାନ: କଲେଜ ଛକ, ସମୟ: ସକାଳ ୧୦ଟା।	[16, 459, 150, 484]
event-listings: ଜଙ୍ଗଲ ସୁରକ୍ଷା ସମିତି ବୈଠକ, ସ୍ଥାନ: ବନଖଣ୍ଡ କାର୍ଯ୍ୟାଳୟ, ସମୟ: ଦିନ ୧୧ଟା। ମା ପ୍ରତିମା ପୂଜା ପ୍ରସ୍ତୁତି ସଭା, ସ୍ଥାନ: ପୁରୁଣା ବଜାର, ସମୟ: ସନ୍ଧ୍ୟା ୫ଟା।	[584, 175, 718, 207]
expert-opinion	[253, 1140, 478, 1215]
experts-col-right	[486, 989, 719, 1474]
zodiac-icon: ♎	[731, 757, 769, 795]
experts-col-left	[253, 989, 486, 1474]
satellite-image	[17, 1251, 235, 1473]
expert-heading: ■ ସାମାଜିକ ଗଣମାଧ୍ୟମ ପ୍ରଚାର ଦିଗରେ	[253, 1220, 368, 1230]
sign-prediction: ଆଜି କୌଣସି ଗୁରୁତ୍ୱପୂର୍ଣ୍ଣ ଦସ୍ତାବିଜରେ ସ୍ୱାକ୍ଷର କରିବା ପୂର୍ବରୁ ସାବଧାନ ରହନ୍ତୁ। ଅଚାନକ ଧନଲାଭ ହୋଇପାରେ। ଘରର ବଡ଼ଙ୍କ ସ୍ୱାସ୍ଥ୍ୟ ନେଇ ବ୍ୟସ୍ତ ରହିବେ। ସୃଜନଶୀଳ କାମରେ ମନ ଲାଗିବ। ସଂଗୀତ ଓ କଳା ପ୍ରତି ଆଗ୍ରହ ବଢ଼ିବ। ରାତ୍ରିରେ ଶୁଭ ସ୍ୱପ୍ନ ଦେଖିବେ।	[779, 1248, 927, 1290]
sign-name: କୁମ୍ଭ	[739, 1147, 761, 1159]
event-district-title: ଭୁବନେଶ୍ୱର	[16, 98, 61, 108]
logo-years: 51	[35, 28, 53, 46]
event-section	[300, 212, 433, 265]
dateline-date: ୩ ସେପ୍ଟେମ୍ବର, ୨୦୧୫	[80, 38, 187, 50]
event-listings: ସରକାରୀ ଯୋଜନା ସଚେତନତା ଶିବିର, ସ୍ଥାନ: ପଞ୍ଚାୟତ ସମିତି ସଭାଗୃହ, ସମୟ: ସକାଳ ୧୦ଟା। ହକି ପ୍ରଶିକ୍ଷଣ ଶିବିର ଉଦଘାଟନ, ସ୍ଥାନ: ରାଉରକେଲା ଷ୍ଟାଡିୟମ, ସମୟ: ସକାଳ ୮ଟା। ଶିଳ୍ପାଞ୍ଚଳ ପ୍ରଦୂଷଣ ସମୀକ୍ଷା, ସ୍ଥାନ: ଆଞ୍ଚଳିକ ପ୍ରଦୂଷଣ ବୋର୍ଡ, ସମୟ: ଦିନ ୧୨ଟା।	[584, 223, 718, 264]
horoscope-list	[727, 131, 927, 1343]
expert-heading: ■ ମାନସିକ ଅସ୍ୱସ୍ତି ଏକ ରୋଗ	[494, 1082, 582, 1092]
horoscope-sign	[727, 838, 927, 939]
zodiac-icon: ♉	[731, 252, 769, 290]
registration-dots-right	[833, 1484, 890, 1493]
event-district-title: ଭଦ୍ରକ	[16, 333, 43, 344]
event-listings: ଦକ୍ଷିଣାଞ୍ଚଳ ବିକାଶ ପରିଷଦ ବୈଠକ, ସ୍ଥାନ: ମେୟର କାର୍ଯ୍ୟାଳୟ, ସମୟ: ସନ୍ଧ୍ୟା ୪ଟା।	[16, 500, 150, 516]
event-district-title: ସୁନ୍ଦରଗଡ଼	[584, 211, 618, 222]
suicide-article-intro: ଛୋଟ ଛୋଟ କଥାରେ ମନ ଦୁଃଖ କରି ଜୀବନ ହାରିବାର ପ୍ରବୃତ୍ତି ଯୁବପିଢ଼ିଙ୍କ ମଧ୍ୟରେ ବଢ଼ିବାରେ ଲାଗିଛି। ଗତ କିଛି ମାସ ମଧ୍ୟରେ ରାଜ୍ୟରେ ଏଭଳି ଅନେକ ଘଟଣା ସାମ୍ନାକୁ ଆସିଛି। ପରୀକ୍ଷାରେ ଖରାପ ଫଳ, ପ୍ରେମରେ ବିଫଳତା କିମ୍ବା ପାରିବାରିକ କଳହ ଭଳି କାରଣରୁ ଅନେକେ ଚରମ ପଦକ୍ଷେପ ନେଉଛନ୍ତି। ଏ ସମ୍ପର୍କରେ ବିଶେଷଜ୍ଞମାନଙ୍କ ମତାମତ ନିଆଯାଇଛି।	[253, 989, 478, 1031]
weather-map-caption: ସ୍ୱଳ୍ପଚାପ ପ୍ରଭାବରେ ଉପକୂଳ ଓଡ଼ିଶାରେ ମେଘୁଆ ପାଗ: ଉପଗ୍ରହ ଚିତ୍ର	[16, 1240, 198, 1247]
event-listings: ଶ୍ରମିକ ସଂଘ ଧାରଣା, ସ୍ଥାନ: ସଦର ଛକ, ସମୟ: ସକାଳ ୧୧ଟା। ସାଂସ୍କୃତିକ ପ୍ରତିଯୋଗିତା, ସ୍ଥାନ: ସହର ଉଚ୍ଚ ବିଦ୍ୟାଳୟ, ସମୟ: ଦିନ ୨ଟା।	[584, 94, 718, 118]
zodiac-icon: ♏	[731, 858, 769, 896]
zodiac-icon: ♍	[731, 656, 769, 694]
event-listings: ପାରାଦୀପ ବନ୍ଦର ସମ୍ପ୍ରସାରଣ ଆଲୋଚନା, ସ୍ଥାନ: ବନ୍ଦର ସମ୍ମିଳନୀ କକ୍ଷ, ସମୟ: ଦିନ ୧୧ଟା। ଲୁଣା ନଦୀବନ୍ଧ ପରିଦର୍ଶନ, ସମୟ: ସକାଳ ୯ଟା। ସ୍ୱାସ୍ଥ୍ୟ ଶିବିର, ସ୍ଥାନ: କୁଜଙ୍ଗ ହସ୍ପିଟାଲ, ସମୟ: ସକାଳ ୮ଟା। କବି ସମ୍ମିଳନୀ, ସ୍ଥାନ: ଜିଲ୍ଲା ପାଠାଗାର, ସମୟ: ସନ୍ଧ୍ୟା ୫ଟା।	[158, 199, 292, 239]
event-district-title: ବାଲେଶ୍ୱର	[16, 260, 57, 271]
continued-from-page1-label: ପ୍ରଥମ ପୃଷ୍ଠାରୁ...	[247, 594, 313, 604]
sign-name: ଧନୁ	[743, 945, 757, 957]
anniversary-logo	[18, 11, 70, 63]
event-district-title: ଅନୁଗୁଳ	[16, 447, 43, 458]
cartoon-header	[25, 977, 227, 1003]
horoscope-byline-1: ଜ୍ୟୋତିର୍ବିଜ୍ଞାନ ବିଶାରଦ ପ୍ରବୀଣ କୁମାର ମହାପାତ୍ର	[765, 100, 889, 107]
event-district-title: ମାଲକାନଗିରି	[300, 268, 346, 279]
event-section	[158, 244, 291, 281]
event-district-title: ଦେବଗଡ଼	[584, 163, 616, 174]
horoscope-sign	[727, 1040, 927, 1141]
event-listings: ଶ୍ରୀମନ୍ଦିର ପରିଚାଳନା ସମିତି ବୈଠକ, ସ୍ଥାନ: ନୀଳାଚଳ ଭବନ, ସମୟ: ଦିନ ୧୨ଟା। ପର୍ଯ୍ୟଟନ ବିକାଶ ଆଲୋଚନା, ସ୍ଥାନ: ସର୍କିଟ ହାଉସ, ସମୟ: ଅପରାହ୍ଣ ୩ଟା। ସଂଧ୍ୟା ଆରତୀ ଦର୍ଶନ, ସମୟ: ସନ୍ଧ୍ୟା ୬ଟା।	[300, 94, 434, 126]
sign-name: ସିଂହ	[742, 541, 758, 553]
sign-prediction: ଆଜି ପ୍ରେମିକ ଯୁଗଳଙ୍କ ପାଇଁ ଦିନଟି ଅତି ଶୁଭ। ଘରେ ଶୁଭକାର୍ଯ୍ୟର ଆଲୋଚନା ହେବ। ପଡ଼ୋଶୀଙ୍କ ସହ ମତାନ୍ତର ହୋଇପାରେ, ସଂଯମ ରଖନ୍ତୁ। ବ୍ୟବସାୟୀମାନେ ନୂଆ ଚୁକ୍ତି ପାଇବେ। ଯାତ୍ରା, ଭ୍ରମଣ ଓ ତୀର୍ଥ ଦର୍ଶନର ଯୋଗ ରହିଛି। ସଂଧ୍ୟାରେ ବନ୍ଧୁ ମିଳନ ହେବ।	[779, 743, 927, 785]
event-listings: ଅନାବୃଷ୍ଟି ପରିସ୍ଥିତି ସମୀକ୍ଷା, ସ୍ଥାନ: ଜିଲ୍ଲାପାଳ କାର୍ଯ୍ୟାଳୟ, ସମୟ: ସକାଳ ୧୧ଟା। ଛାତ୍ର ସମାବେଶ, ସ୍ଥାନ: ରାଜେନ୍ଦ୍ର କଲେଜ, ସମୟ: ଦିନ ୧ଟା। ସ୍ୱାସ୍ଥ୍ୟ ଶିବିର, ସ୍ଥାନ: ସଦର ହସ୍ପିଟାଲ, ସମୟ: ସକାଳ ୯ଟା।	[442, 134, 576, 167]
expert-opinion	[253, 1060, 478, 1135]
sign-left	[727, 744, 773, 832]
middle-column-b	[238, 594, 478, 962]
dateline-city: ଭୁବନେଶ୍ୱର, ବୁଧବାର,	[80, 22, 181, 35]
masthead-right	[798, 18, 927, 56]
event-section	[158, 187, 291, 240]
chip-photo: High Performance Multiplier · Parala Maharaja Engineering College	[397, 637, 464, 693]
event-listings: ଜିଲ୍ଲା କ୍ରୀଡ଼ା ପ୍ରତିଯୋଗିତା ଉଦଘାଟନ, ସ୍ଥାନ: ଷ୍ଟାଡିୟମ ପଡ଼ିଆ, ସମୟ: ସକାଳ ୯ଟା। ପୁସ୍ତକ ମେଳା, ସ୍ଥାନ: ଟାଉନ ହଲ, ସମୟ: ଦିନ ୧୧ଟା।	[158, 345, 292, 369]
tips-box-title: ପ୍ରଧାନମନ୍ତ୍ରୀଙ୍କୁ ଓଡ଼ିଶାର ୩ ଟିପ୍ ଉପହାର	[248, 609, 469, 625]
cartoon-subtitle: (ଭୁଲି ଯାଉଥିବା ଢଗ ଓ ଜଣାଶୁଣା ଲୋକୋକ୍ତିକୁ ନେଇ ପାଠକ-ପାଠିକାଙ୍କ ନିମନ୍ତେ ଏକ ସରସ ବ୍ୟଙ୍ଗ ପ୍ରୟାସ)	[25, 1005, 227, 1019]
event-district-title: କେନ୍ଦ୍ରାପଡ଼ା	[158, 244, 199, 255]
horoscope-sign	[727, 535, 927, 636]
zodiac-icon: ♋	[731, 454, 769, 492]
sign-left	[727, 1148, 773, 1236]
tip-code: C2S0017	[344, 629, 373, 636]
article-body-milestone: ରାଜ୍ୟର ଅର୍ଥନୈତିକ ଅଭିବୃଦ୍ଧି କ୍ଷେତ୍ରରେ ଚଳିତ ବର୍ଷ ଏକ ନୂଆ ମାଇଲଖୁଣ୍ଟ ସ୍ଥାପିତ ହୋଇଛି ବୋଲି ଅର୍ଥ ବିଭାଗ ସୂଚନା ଦେଇଛି। କୃଷି, ଶିଳ୍ପ ଓ ସେବା କ୍ଷେତ୍ରରେ ସମାନ ଭାବେ ଅଗ୍ରଗତି ଦେଖିବାକୁ ମିଳିଛି। ରାଜସ୍ୱ ଆଦାୟ ଗତବର୍ଷ ତୁଳନାରେ ଶତକଡ଼ା ୧୫ ଭାଗ ବୃଦ୍ଧି ପାଇଛି। ନୂତନ ନିବେଶ ପ୍ରସ୍ତାବଗୁଡ଼ିକ କାର୍ଯ୍ୟକାରୀ ହେଲେ ହଜାର ହଜାର ଯୁବକଯୁବତୀ ନିଯୁକ୍ତି ପାଇବେ। ଗ୍ରାମାଞ୍ଚଳ ଭିତ୍ତିଭୂମି ବିକାଶ ପାଇଁ ଅତିରିକ୍ତ ଅନୁଦାନ ମଞ୍ଜୁର କରାଯାଇଛି। ବିଶେଷଜ୍ଞମାନେ କହିଛନ୍ତି ଯେ ଏହି ଧାରା ଜାରି ରହିଲେ ଆଗାମୀ ପାଞ୍ଚ ବର୍ଷରେ ରାଜ୍ୟ ଦେଶର ଅଗ୍ରଣୀ ରାଜ୍ୟମାନଙ୍କ ତାଲିକାରେ ସ୍ଥାନ ପାଇବ। ତେବେ ନିୟମିତ ଅନୁଧ୍ୟାନ ଓ ସ୍ୱଚ୍ଛ କାର୍ଯ୍ୟାନ୍ୱୟନ ଉପରେ ହିଁ ସଫଳତା ନିର୍ଭର କରିବ ବୋଲି ସେମାନେ ମତ ଦେଇଛନ୍ତି। ଜିଲ୍ଲାସ୍ତରରେ ଏଥିପାଇଁ ସ୍ୱତନ୍ତ୍ର ଅନୁଧ୍ୟାନ କୋଷ ଗଠନ କରାଯିବ।	[16, 708, 230, 785]
event-listings: ବିଶ୍ୱକର୍ମା ପୂଜା ପ୍ରସ୍ତୁତି ବୈଠକ, ସ୍ଥାନ: ରବୀନ୍ଦ୍ର ମଣ୍ଡପ, ସମୟ: ସକାଳ ୧୦ଟା। ରକ୍ତଦାନ ଶିବିର, ସ୍ଥାନ: କ୍ୟାପିଟାଲ ହସ୍ପିଟାଲ ପରିସର, ସମୟ: ସକାଳ ୯ଟା। ସାହିତ୍ୟ ଆସର, ସ୍ଥାନ: ଜୟଦେବ ଭବନ, ସମୟ: ସନ୍ଧ୍ୟା ୫ଟା। ଯୋଗ ଶିବିର, ସ୍ଥାନ: ଇନ୍ଦିରା ଗାନ୍ଧୀ ପାର୍କ, ସମୟ: ସକାଳ ୬ଟା। ଚିତ୍ରକଳା ପ୍ରଦର୍ଶନୀ, ସ୍ଥାନ: ଲଳିତକଳା ଏକାଡେମୀ, ସମୟ: ଦିନ ୧୧ଟା। ଶିକ୍ଷକ ଦିବସ ପ୍ରସ୍ତୁତି ସଭା, ସ୍ଥାନ: ୟୁନିଟ-୯ ବାଳିକା ବିଦ୍ୟାଳୟ, ସମୟ: ଅପରାହ୍ଣ ୩ଟା। ଆଲୋଚନାଚକ୍ର, ସ୍ଥାନ: ଲୋକସେବା ଭବନ, ସମୟ: ଦିନ ୧୨ଟା।	[16, 110, 150, 191]
sign-name: କର୍କଟ	[739, 440, 761, 452]
sign-name: ମକର	[739, 1046, 761, 1058]
event-section	[300, 94, 433, 127]
experts-columns	[253, 989, 718, 1474]
satellite-timestamp: INSAT-3D 03.09.2015 0830 IST	[21, 1464, 134, 1470]
event-district-title: ଜଗତସିଂହପୁର	[158, 187, 205, 198]
event-section	[300, 131, 433, 168]
sign-prediction: ନୂତନ ଯୋଜନାରେ ହାତ ଦେବା ପୂର୍ବରୁ ଅଭିଜ୍ଞଙ୍କ ପରାମର୍ଶ ନିଅନ୍ତୁ। କଠିନ ପରିଶ୍ରମର ଫଳ ମିଳିବ। ଘର ସଜାଇବାରେ ଅର୍ଥ ବ୍ୟୟ ହେବ। ସହକର୍ମୀଙ୍କ ଇର୍ଷାର ଶିକାର ହୋଇପାରନ୍ତି। ସନ୍ତାନଙ୍କ ଭବିଷ୍ୟତ ନେଇ ଯୋଜନା କରିବେ। ଯାତ୍ରା ଶୁଭ ନୁହେଁ।	[779, 1046, 927, 1088]
event-section	[158, 333, 291, 370]
sign-name: ମିଥୁନ	[739, 339, 761, 351]
event-listings: ଯୋଗ ପ୍ରଶିକ୍ଷଣ ଶିବିର, ସ୍ଥାନ: ସହରାଞ୍ଚଳ ଉଚ୍ଚ ବିଦ୍ୟାଳୟ ପଡ଼ିଆ, ସମୟ: ସକାଳ ୬ଟା। ଦୁଗ୍ଧ ଉତ୍ପାଦକ ସଂଘ ବୈଠକ, ସ୍ଥାନ: ସମବାୟ ଭବନ, ସମୟ: ଦିନ ୧୨ଟା।	[442, 94, 576, 118]
sign-prediction: ସହକର୍ମୀଙ୍କ ଗହଣରେ ବୁଦ୍ଧିମାନ ଓ କର୍ମନିଷ୍ଠ ଭାବରେ ପରିଚିତ ହେବେ। ବିଦ୍ୟାର୍ଥୀମାନଙ୍କ ପାଇଁ ଦିନଟି ଶୁଭ। ଦୀର୍ଘଦିନର ସ୍ୱପ୍ନ ସାକାର ହେବାର ସମ୍ଭାବନା ରହିଛି। ଅପରାହ୍ଣ ପରେ ଯାତ୍ରା ଯୋଗ ଅଛି। ମାତାଙ୍କ ସ୍ୱାସ୍ଥ୍ୟ ନେଇ ଚିନ୍ତିତ ରହିବେ। ଧୈର୍ଯ୍ୟ ହରାନ୍ତୁ ନାହିଁ।	[779, 339, 927, 381]
expert-photo	[666, 1095, 718, 1155]
sign-left	[727, 441, 773, 529]
sign-left	[727, 845, 773, 933]
expert-photo	[666, 1001, 718, 1061]
